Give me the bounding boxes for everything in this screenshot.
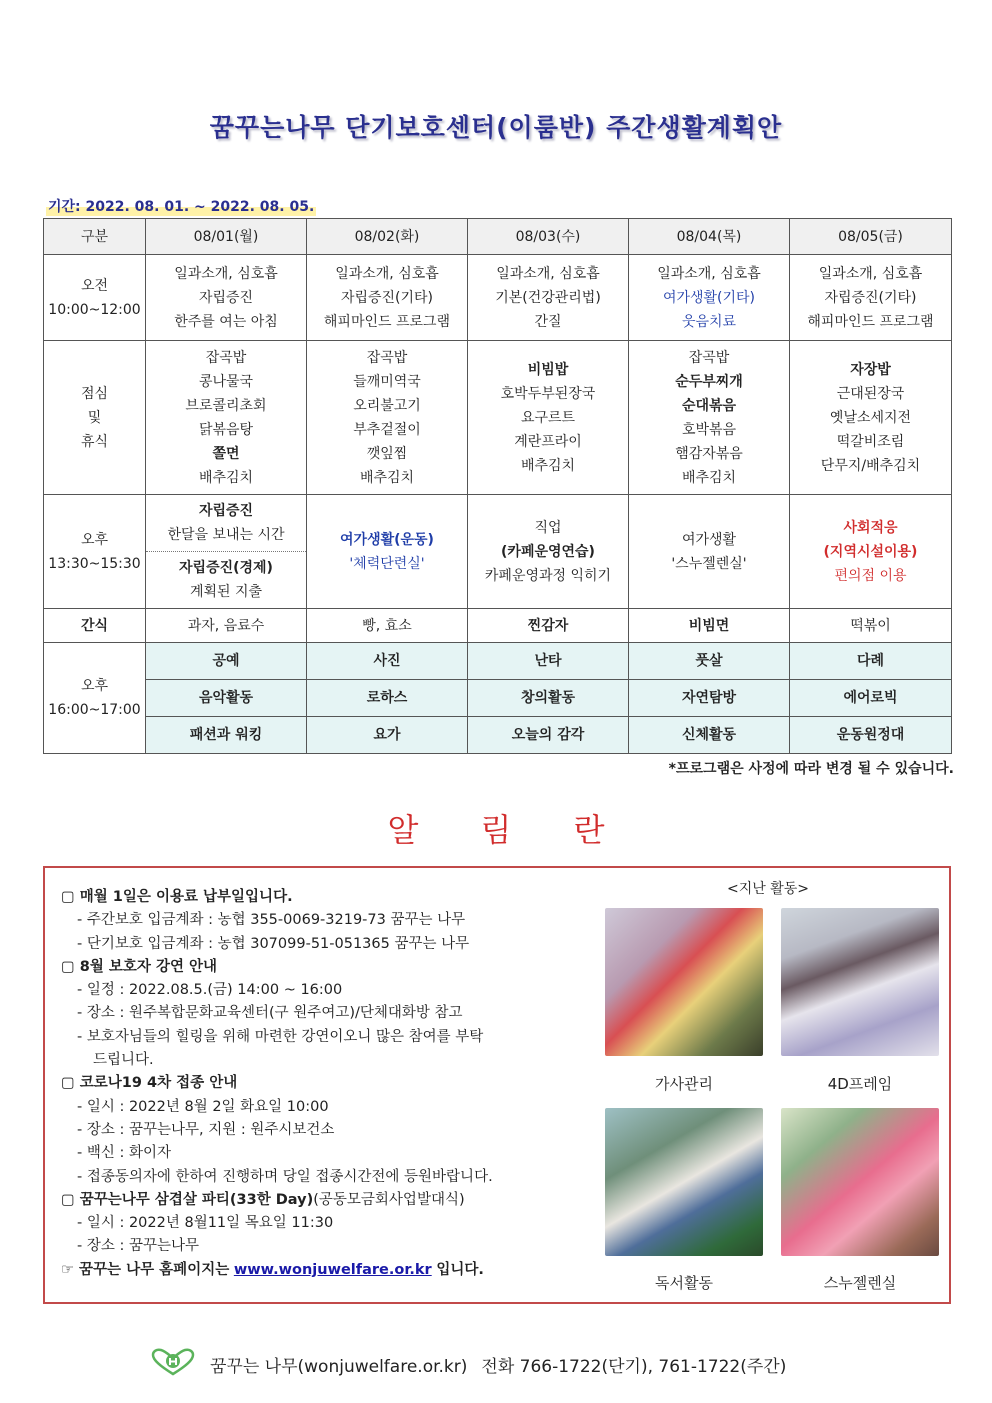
notice-text xyxy=(61,886,591,1282)
footer xyxy=(150,1348,786,1381)
cell-line: 일과소개, 심호흡 xyxy=(496,265,600,282)
homepage-suffix: 입니다. xyxy=(436,1261,484,1278)
afternoon-cell-fri xyxy=(790,495,952,609)
activity-cell: 에어로빅 xyxy=(790,680,952,717)
footer-name: 꿈꾸는 나무(wonjuwelfare.or.kr) xyxy=(210,1357,468,1377)
menu-item: 들깨미역국 xyxy=(353,373,421,390)
afternoon-cell-tue xyxy=(307,495,468,609)
cell-line: (카페운영연습) xyxy=(501,543,595,560)
menu-item: 부추겉절이 xyxy=(353,421,421,438)
activity-cell: 다례 xyxy=(790,643,952,680)
cell-line: 여가생활(운동) xyxy=(340,531,434,548)
morning-row xyxy=(44,255,952,341)
lunch-cell-tue xyxy=(307,341,468,495)
header-row xyxy=(44,219,952,255)
lunch-cell-thu xyxy=(629,341,790,495)
header-cell: 08/01(월) xyxy=(146,219,307,255)
cell-line: 자립증진(기타) xyxy=(824,289,917,306)
morning-cell-fri xyxy=(790,255,952,341)
cell-line: 웃음치료 xyxy=(681,313,737,330)
cell-line: 카페운영과정 익히기 xyxy=(484,567,612,584)
footer-phone: 전화 766-1722(단기), 761-1722(주간) xyxy=(481,1357,787,1377)
row-time: 10:00~12:00 xyxy=(48,301,141,318)
menu-item: 배추김치 xyxy=(520,457,576,474)
notice-item: - 백신 : 화이자 xyxy=(77,1145,171,1162)
lunch-label xyxy=(44,341,146,495)
cell-line: 일과소개, 심호흡 xyxy=(657,265,761,282)
photo-4d-frame xyxy=(781,908,939,1056)
photo-caption: 가사관리 xyxy=(655,1075,713,1093)
menu-item: 쫄면 xyxy=(212,445,240,462)
menu-item: 잡곡밥 xyxy=(205,349,247,366)
cell-line: 자립증진(경제) xyxy=(146,551,306,580)
row-time: 13:30~15:30 xyxy=(48,555,141,572)
notice-section-title-line xyxy=(61,1189,591,1212)
photo-housekeeping xyxy=(605,908,763,1056)
cell-line: (지역시설이용) xyxy=(823,543,918,560)
page-title: 꿈꾸는나무 단기보호센터(이룸반) 주간생활계획안 xyxy=(209,113,783,142)
activity-cell: 패션과 워킹 xyxy=(146,717,307,754)
cell-line: 한달을 보내는 시간 xyxy=(167,527,285,543)
activity-cell: 풋살 xyxy=(629,643,790,680)
notice-heading: 알 림 란 xyxy=(387,811,605,849)
menu-item: 닭볶음탕 xyxy=(198,421,254,438)
row-label: 오후 xyxy=(80,678,109,694)
menu-item: 옛날소세지전 xyxy=(829,409,912,426)
menu-item: 호박볶음 xyxy=(681,421,737,438)
menu-item: 비빔밥 xyxy=(527,361,569,378)
menu-item: 떡갈비조림 xyxy=(836,433,905,450)
activity-cell: 음악활동 xyxy=(146,680,307,717)
snack-cell: 빵, 효소 xyxy=(307,609,468,643)
notice-item: - 장소 : 꿈꾸는나무, 지원 : 원주시보건소 xyxy=(77,1121,335,1138)
afternoon-cell-wed xyxy=(468,495,629,609)
header-cell: 08/03(수) xyxy=(468,219,629,255)
menu-item: 호박두부된장국 xyxy=(500,385,596,402)
cell-line: 편의점 이용 xyxy=(834,567,907,584)
homepage-line xyxy=(61,1259,591,1282)
activity-cell: 오늘의 감각 xyxy=(468,717,629,754)
cell-line: '체력단련실' xyxy=(349,555,425,572)
cell-line: 자립증진(기타) xyxy=(340,289,434,306)
notice-section-title: ▢ 8월 보호자 강연 안내 xyxy=(61,958,218,975)
activity-label xyxy=(44,643,146,754)
notice-item: - 일정 : 2022.08.5.(금) 14:00 ~ 16:00 xyxy=(77,982,343,999)
menu-item: 잡곡밥 xyxy=(366,349,408,366)
row-label: 및 xyxy=(87,409,102,426)
cell-line: '스누젤렌실' xyxy=(671,555,747,572)
cell-line: 사회적응 xyxy=(843,519,898,536)
snack-row xyxy=(44,609,952,643)
notice-section-title: ▢ 코로나19 4차 접종 안내 xyxy=(61,1075,238,1092)
cell-line: 일과소개, 심호흡 xyxy=(818,265,923,282)
menu-item: 브로콜리초회 xyxy=(185,397,267,414)
activity-cell: 창의활동 xyxy=(468,680,629,717)
cell-line: 자립증진 xyxy=(198,289,254,306)
header-cell: 08/04(목) xyxy=(629,219,790,255)
snack-cell: 과자, 음료수 xyxy=(146,609,307,643)
afternoon-row xyxy=(44,495,952,609)
notice-item: 드립니다. xyxy=(93,1052,154,1069)
notice-item: - 장소 : 원주복합문화교육센터(구 원주여고)/단체대화방 참고 xyxy=(77,1005,463,1022)
cell-line: 여가생활 xyxy=(681,531,737,548)
row-label: 오후 xyxy=(80,531,109,548)
menu-item: 근대된장국 xyxy=(836,385,905,402)
morning-cell-wed xyxy=(468,255,629,341)
photo-caption: 스누젤렌실 xyxy=(823,1274,897,1292)
activity-cell: 공예 xyxy=(146,643,307,680)
notice-item: - 일시 : 2022년 8월 2일 화요일 10:00 xyxy=(77,1098,329,1115)
lunch-row xyxy=(44,341,952,495)
activity-cell: 운동원정대 xyxy=(790,717,952,754)
cell-line: 해피마인드 프로그램 xyxy=(323,313,451,330)
schedule-note: *프로그램은 사정에 따라 변경 될 수 있습니다. xyxy=(668,761,954,777)
snack-cell: 비빔면 xyxy=(629,609,790,643)
morning-cell-tue xyxy=(307,255,468,341)
row-time: 16:00~17:00 xyxy=(48,702,141,718)
photo-reading xyxy=(605,1108,763,1256)
photo-caption: 4D프레임 xyxy=(827,1075,893,1093)
menu-item: 단무지/배추김치 xyxy=(820,457,921,474)
notice-item: - 접종동의자에 한하여 진행하며 당일 접종시간전에 등원바랍니다. xyxy=(77,1168,493,1185)
activity-cell: 사진 xyxy=(307,643,468,680)
cell-line: 일과소개, 심호흡 xyxy=(335,265,439,282)
lunch-cell-wed xyxy=(468,341,629,495)
header-cell: 08/02(화) xyxy=(307,219,468,255)
notice-section-title: ▢ 꿈꾸는나무 삼겹살 파티(33한 Day) xyxy=(61,1191,314,1208)
morning-cell-mon xyxy=(146,255,307,341)
menu-item: 배추김치 xyxy=(198,469,254,486)
period-label: 기간: 2022. 08. 01. ~ 2022. 08. 05. xyxy=(46,196,316,216)
header-cell: 08/05(금) xyxy=(790,219,952,255)
notice-item: - 단기보호 입금계좌 : 농협 307099-51-051365 꿈꾸는 나무 xyxy=(77,935,470,952)
activity-row xyxy=(44,717,952,754)
menu-item: 순대볶음 xyxy=(681,397,737,414)
menu-item: 자장밥 xyxy=(850,361,891,378)
cell-line: 계획된 지출 xyxy=(189,584,263,600)
cell-line: 여가생활(기타) xyxy=(662,289,756,306)
menu-item: 요구르트 xyxy=(520,409,576,426)
homepage-link[interactable]: www.wonjuwelfare.or.kr xyxy=(233,1261,432,1278)
snack-cell: 떡볶이 xyxy=(790,609,952,643)
homepage-prefix: ☞ 꿈꾸는 나무 홈페이지는 xyxy=(61,1261,230,1278)
snack-label: 간식 xyxy=(44,609,146,643)
weekly-schedule-table xyxy=(43,218,952,754)
notice-item: - 보호자님들의 힐링을 위해 마련한 강연이오니 많은 참여를 부탁 xyxy=(77,1028,484,1045)
notice-item: - 일시 : 2022년 8월11일 목요일 11:30 xyxy=(77,1215,334,1232)
photo-snoezelen xyxy=(781,1108,939,1256)
notice-section-title: ▢ 매월 1일은 이용료 납부일입니다. xyxy=(61,889,293,905)
afternoon-cell-thu xyxy=(629,495,790,609)
lunch-cell-mon xyxy=(146,341,307,495)
menu-item: 햄감자볶음 xyxy=(675,445,743,462)
logo-icon xyxy=(150,1348,196,1381)
activity-cell: 자연탐방 xyxy=(629,680,790,717)
menu-item: 배추김치 xyxy=(359,469,415,486)
row-label: 점심 xyxy=(80,385,109,402)
menu-item: 잡곡밥 xyxy=(688,349,730,366)
cell-line: 해피마인드 프로그램 xyxy=(807,313,934,330)
notice-section-suffix: (공동모금회사업발대식) xyxy=(313,1191,465,1208)
snack-cell: 찐감자 xyxy=(468,609,629,643)
lunch-cell-fri xyxy=(790,341,952,495)
activity-cell: 난타 xyxy=(468,643,629,680)
menu-item: 오리불고기 xyxy=(353,397,421,414)
afternoon-label xyxy=(44,495,146,609)
morning-cell-thu xyxy=(629,255,790,341)
notice-item: - 장소 : 꿈꾸는나무 xyxy=(77,1238,199,1255)
activity-cell: 신체활동 xyxy=(629,717,790,754)
menu-item: 계란프라이 xyxy=(514,433,582,450)
menu-item: 배추김치 xyxy=(681,469,737,486)
cell-line: 직업 xyxy=(534,519,562,536)
notice-box xyxy=(43,866,951,1304)
menu-item: 순두부찌개 xyxy=(675,373,743,390)
cell-line: 한주를 여는 아침 xyxy=(174,313,278,330)
cell-line: 간질 xyxy=(534,313,562,330)
photo-caption: 독서활동 xyxy=(655,1274,713,1292)
afternoon-cell-mon xyxy=(146,495,307,609)
menu-item: 깻잎찜 xyxy=(366,445,408,462)
activity-row xyxy=(44,680,952,717)
row-label: 휴식 xyxy=(80,433,109,450)
photos-title: <지난 활동> xyxy=(727,881,810,897)
row-label: 오전 xyxy=(80,277,109,294)
activity-cell: 요가 xyxy=(307,717,468,754)
header-cell: 구분 xyxy=(44,219,146,255)
morning-label xyxy=(44,255,146,341)
menu-item: 콩나물국 xyxy=(198,373,254,390)
cell-line: 자립증진 xyxy=(198,503,254,519)
notice-item: - 주간보호 입금계좌 : 농협 355-0069-3219-73 꿈꾸는 나무 xyxy=(77,912,466,929)
cell-line: 기본(건강관리법) xyxy=(495,289,601,306)
cell-line: 일과소개, 심호흡 xyxy=(174,265,278,282)
activity-cell: 로하스 xyxy=(307,680,468,717)
activity-row xyxy=(44,643,952,680)
